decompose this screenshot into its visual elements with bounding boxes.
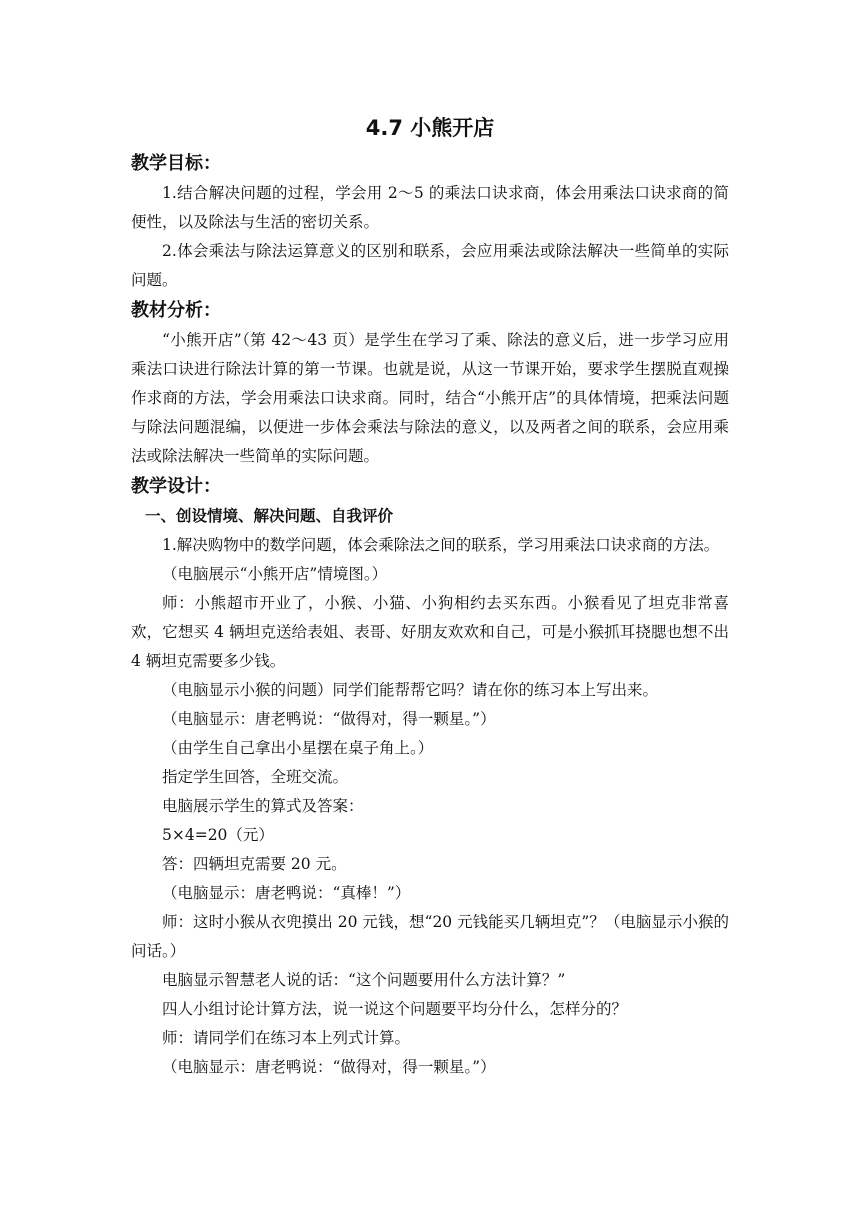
design-paragraph: （由学生自己拿出小星摆在桌子角上。） (162, 739, 434, 757)
design-paragraph: （电脑显示：唐老鸭说：“真棒！”） (162, 884, 411, 902)
design-paragraph: 5×4=20（元） (162, 826, 274, 844)
design-paragraph: （电脑显示：唐老鸭说：“做得对，得一颗星。”） (162, 1058, 496, 1076)
analysis-heading: 教材分析： (131, 300, 221, 321)
design-heading: 教学设计： (131, 476, 221, 497)
objective-item-1: 1.结合解决问题的过程，学会用 2～5 的乘法口诀求商，体会用乘法口诀求商的简便性，以及除法与生活的密切关系。 (131, 184, 729, 231)
design-paragraph: （电脑显示小猴的问题）同学们能帮帮它吗？请在你的练习本上写出来。 (162, 681, 659, 699)
design-paragraph: 指定学生回答，全班交流。 (162, 768, 349, 786)
design-paragraph: 师：小熊超市开业了，小猴、小猫、小狗相约去买东西。小猴看见了坦克非常喜欢，它想买 4 辆坦克送给表姐、表哥、好朋友欢欢和自己，可是小猴抓耳挠腮也想不出 4 辆坦克需要多少钱。 (131, 594, 729, 670)
analysis-text: “小熊开店”（第 42～43 页）是学生在学习了乘、除法的意义后，进一步学习应用乘法口诀进行除法计算的第一节课。也就是说，从这一节课开始，要求学生摆脱直观操作求商的方法，学会用乘法口诀求商。同时，结合“小熊开店”的具体情境，把乘法问题与除法问题混编，以便进一步体会乘法与除法的意义，以及两者之间的联系，会应用乘法或除法解决一些简单的实际问题。 (131, 331, 729, 465)
design-paragraph: 四人小组讨论计算方法，说一说这个问题要平均分什么，怎样分的？ (162, 1000, 628, 1018)
design-paragraph: （电脑展示“小熊开店”情境图。） (162, 565, 388, 583)
objective-item-2: 2.体会乘法与除法运算意义的区别和联系，会应用乘法或除法解决一些简单的实际问题。 (131, 242, 729, 289)
design-paragraph: 答：四辆坦克需要 20 元。 (162, 855, 347, 873)
design-paragraph: （电脑显示：唐老鸭说：“做得对，得一颗星。”） (162, 710, 496, 728)
design-paragraph: 1.解决购物中的数学问题，体会乘除法之间的联系，学习用乘法口诀求商的方法。 (162, 536, 720, 554)
document-page (131, 108, 729, 1082)
design-paragraph: 师：这时小猴从衣兜摸出 20 元钱，想“20 元钱能买几辆坦克”？（电脑显示小猴的问话。） (131, 913, 729, 960)
document-title: 4.7 小熊开店 (365, 116, 495, 140)
design-paragraph: 电脑展示学生的算式及答案： (162, 797, 364, 815)
design-paragraph: 师：请同学们在练习本上列式计算。 (162, 1029, 411, 1047)
design-subheading: 一、创设情境、解决问题、自我评价 (145, 507, 394, 525)
objectives-heading: 教学目标： (131, 153, 221, 174)
design-paragraph: 电脑显示智慧老人说的话：“这个问题要用什么方法计算？” (162, 971, 566, 989)
